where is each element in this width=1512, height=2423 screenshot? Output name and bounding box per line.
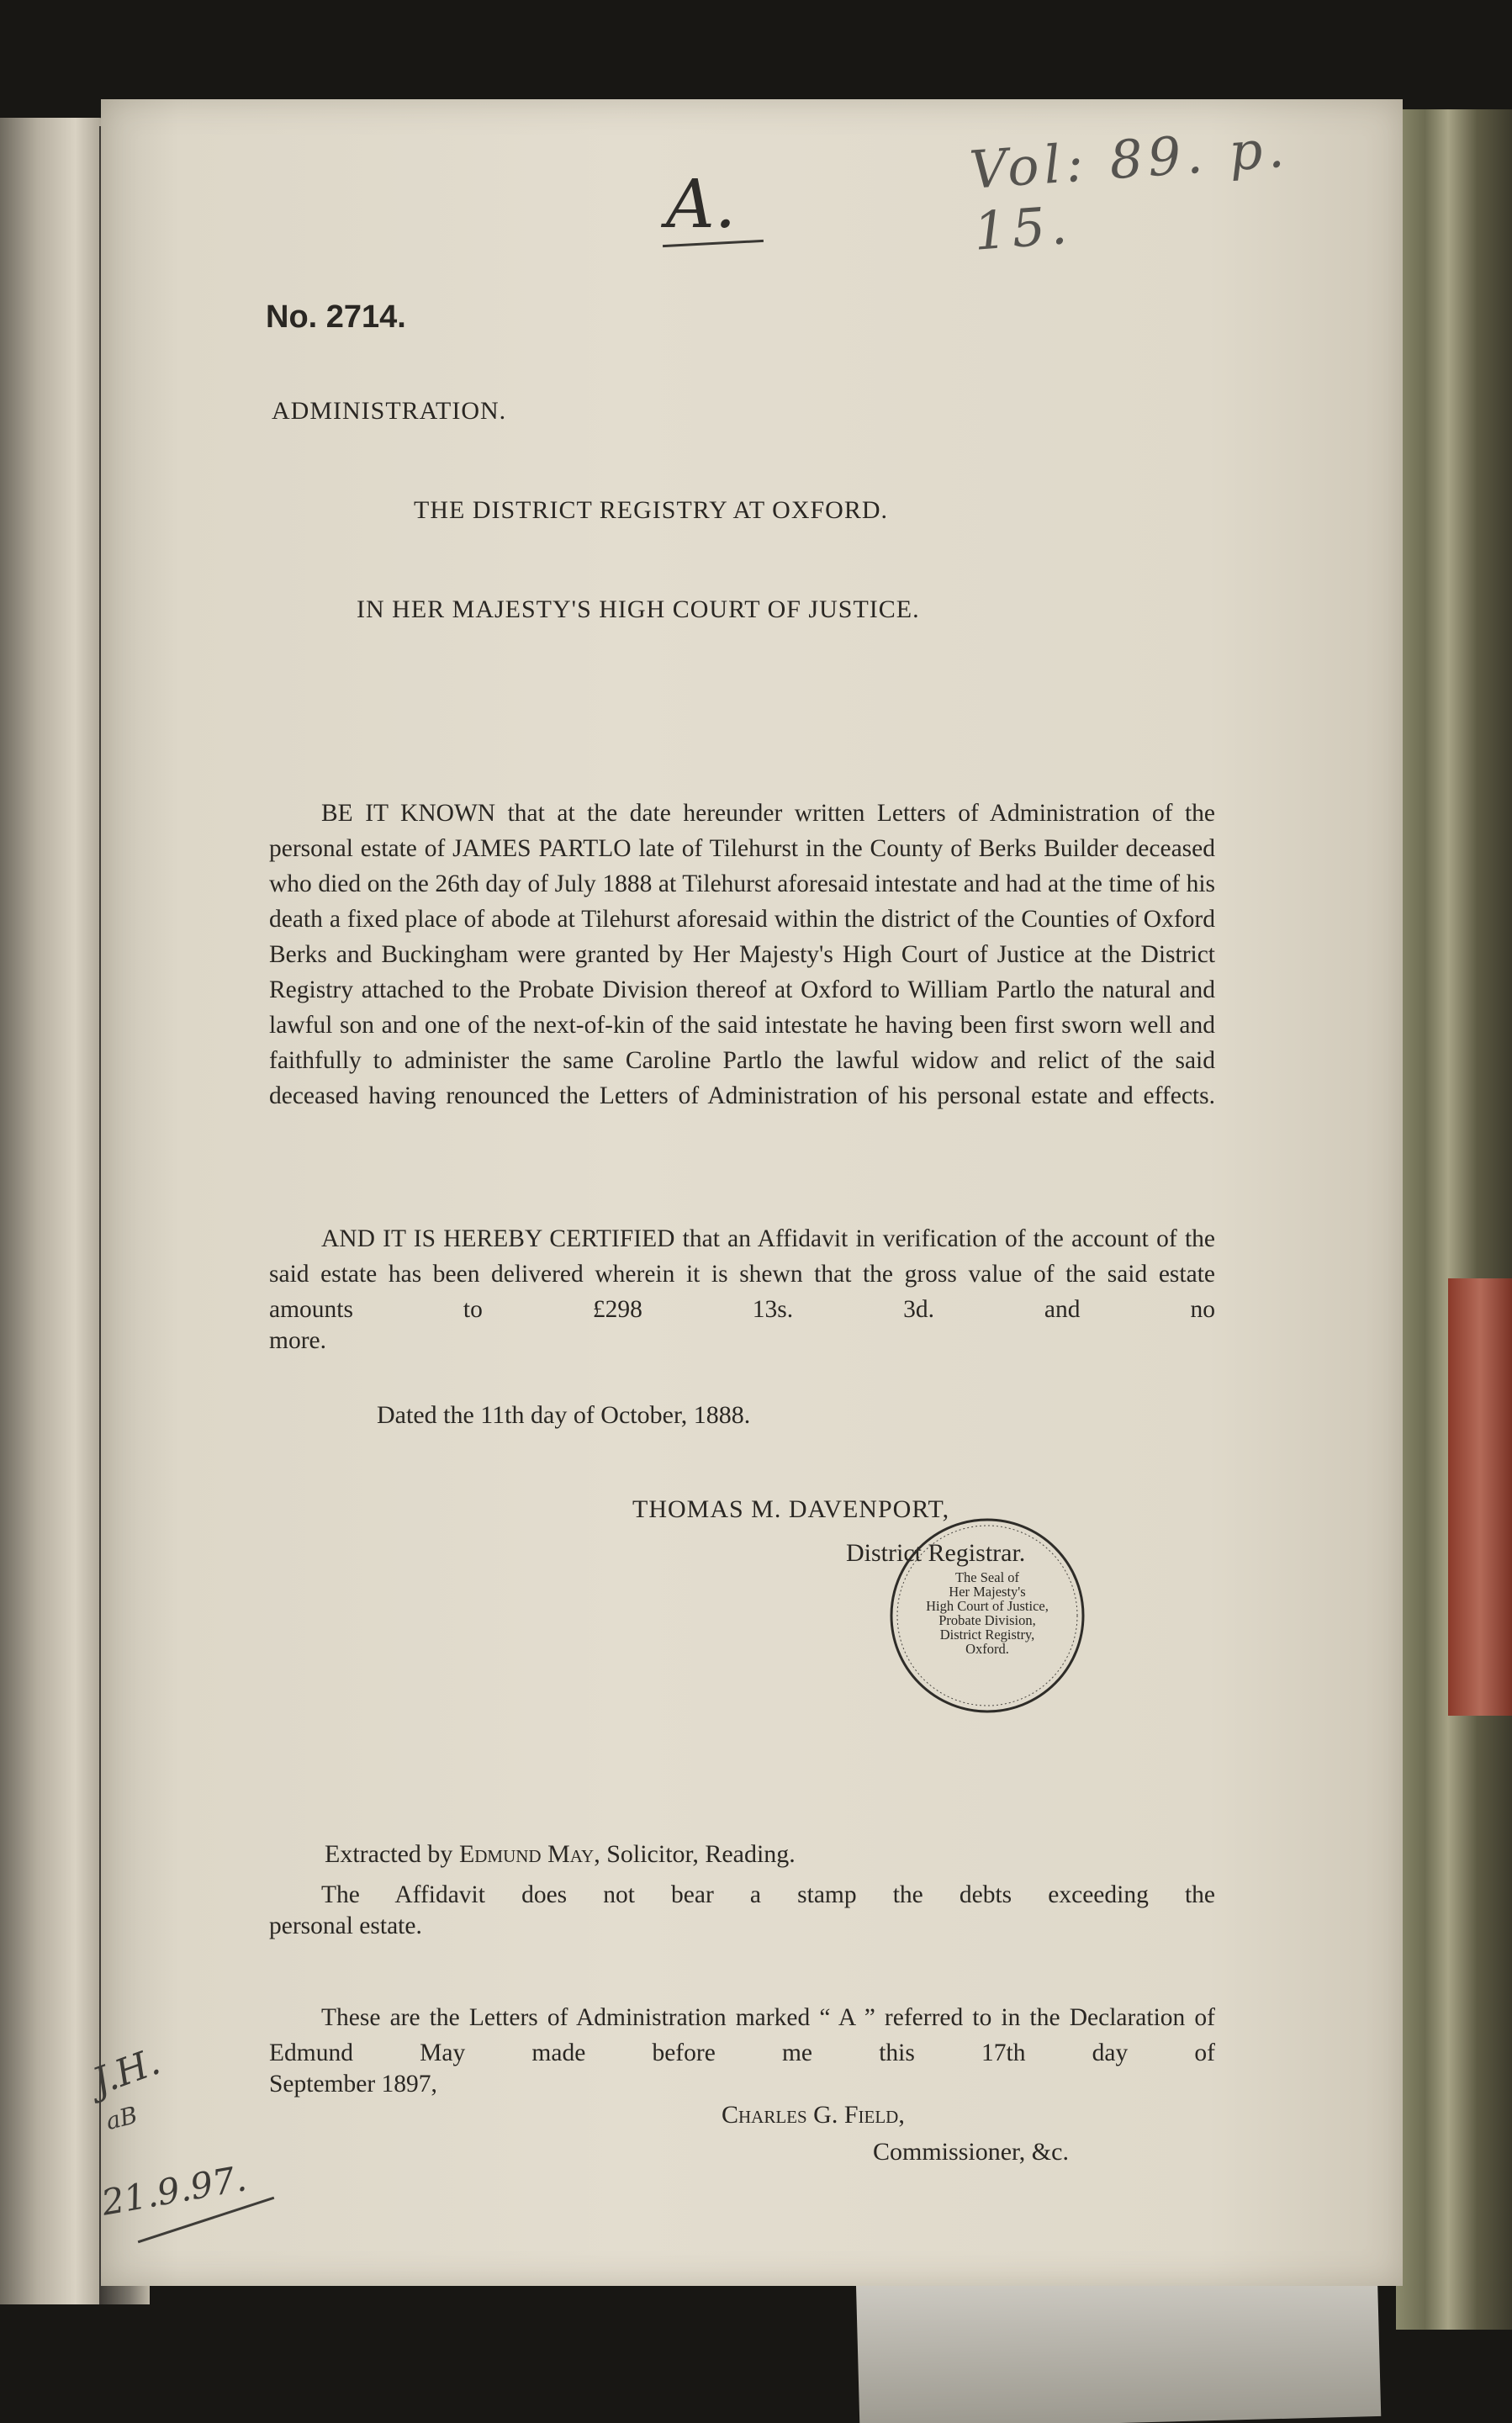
volume-reference-note: Vol: 89. p. 15. <box>967 117 1292 262</box>
document-number: No. 2714. <box>266 299 406 335</box>
date-line: Dated the 11th day of October, 1888. <box>377 1401 751 1429</box>
declaration-paragraph-text: These are the Letters of Administration marked “ A ” referred to in the Declaration of Edmund May made before me this 17th day of <box>269 2004 1215 2066</box>
seal-line: Her Majesty's <box>949 1584 1026 1600</box>
declaration-end: September 1897, <box>269 2071 437 2098</box>
solicitor-name: Edmund May <box>458 1840 595 1868</box>
margin-code: aB <box>103 2100 140 2136</box>
commissioner-name: Charles G. Field, <box>722 2101 905 2129</box>
exhibit-mark: A. <box>666 165 737 243</box>
registrar-title: District Registrar. <box>846 1539 1026 1567</box>
registrar-name: THOMAS M. DAVENPORT, <box>632 1495 950 1523</box>
grant-paragraph-text: BE IT KNOWN that at the date hereunder written Letters of Administration of the personal estate of JAMES PARTLO late of Tilehurst in the County of Berks Builder deceased who died on the 26th day of July 1888 at Tilehurst aforesaid intestate and had at the time of his death a fixed place of abode at Tilehurst aforesaid within the district of the Counties of Oxford Berks and Buckingham were granted by Her Majesty's High Court of Justice at the District Registry attached to the Probate Division thereof at Oxford to William Partlo the natural and lawful son and one of the next-of-kin of the said intestate he having been first sworn well and faithfully to administer the same Caroline Partlo the lawful widow and relict of the said deceased having renounced the Letters of Administration of his personal estate and effects. <box>269 800 1215 1109</box>
declaration-paragraph <box>269 2000 1215 2071</box>
binding-red-tab <box>1448 1278 1512 1716</box>
facing-page-edge <box>0 118 108 2304</box>
seal-line: High Court of Justice, <box>926 1598 1049 1614</box>
affidavit-note <box>269 1877 1215 1912</box>
document-type: ADMINISTRATION. <box>272 397 507 425</box>
commissioner-title: Commissioner, &c. <box>873 2138 1069 2166</box>
margin-date: 21.9.97. <box>98 2157 250 2224</box>
court-heading: IN HER MAJESTY'S HIGH COURT OF JUSTICE. <box>357 595 920 623</box>
extraction-line <box>325 1840 796 1869</box>
seal-line: Oxford. <box>965 1641 1009 1657</box>
certification-paragraph-end: more. <box>269 1327 326 1354</box>
grant-paragraph <box>269 796 1215 1114</box>
registry-heading: THE DISTRICT REGISTRY AT OXFORD. <box>414 496 889 524</box>
document-page <box>87 99 1403 2286</box>
extraction-prefix: Extracted by <box>325 1840 459 1868</box>
court-seal <box>888 1516 1086 1715</box>
certification-paragraph-text: AND IT IS HEREBY CERTIFIED that an Affidavit in verification of the account of the said estate has been delivered wherein it is shewn that the gross value of the said estate amounts to £298 13s. 3d. and no <box>269 1225 1215 1323</box>
seal-line: District Registry, <box>939 1627 1035 1643</box>
loose-sheet <box>856 2264 1382 2423</box>
seal-line: Probate Division, <box>938 1612 1036 1628</box>
extraction-suffix: , Solicitor, Reading. <box>594 1840 796 1868</box>
certification-paragraph <box>269 1221 1215 1327</box>
margin-initials: J.H. <box>87 2039 166 2104</box>
affidavit-note-end: personal estate. <box>269 1912 422 1939</box>
volume-binding-edge <box>1396 109 1512 2330</box>
affidavit-note-text: The Affidavit does not bear a stamp the debts exceeding the <box>321 1881 1215 1908</box>
seal-text <box>888 1570 1086 1656</box>
seal-line: The Seal of <box>954 1569 1020 1585</box>
